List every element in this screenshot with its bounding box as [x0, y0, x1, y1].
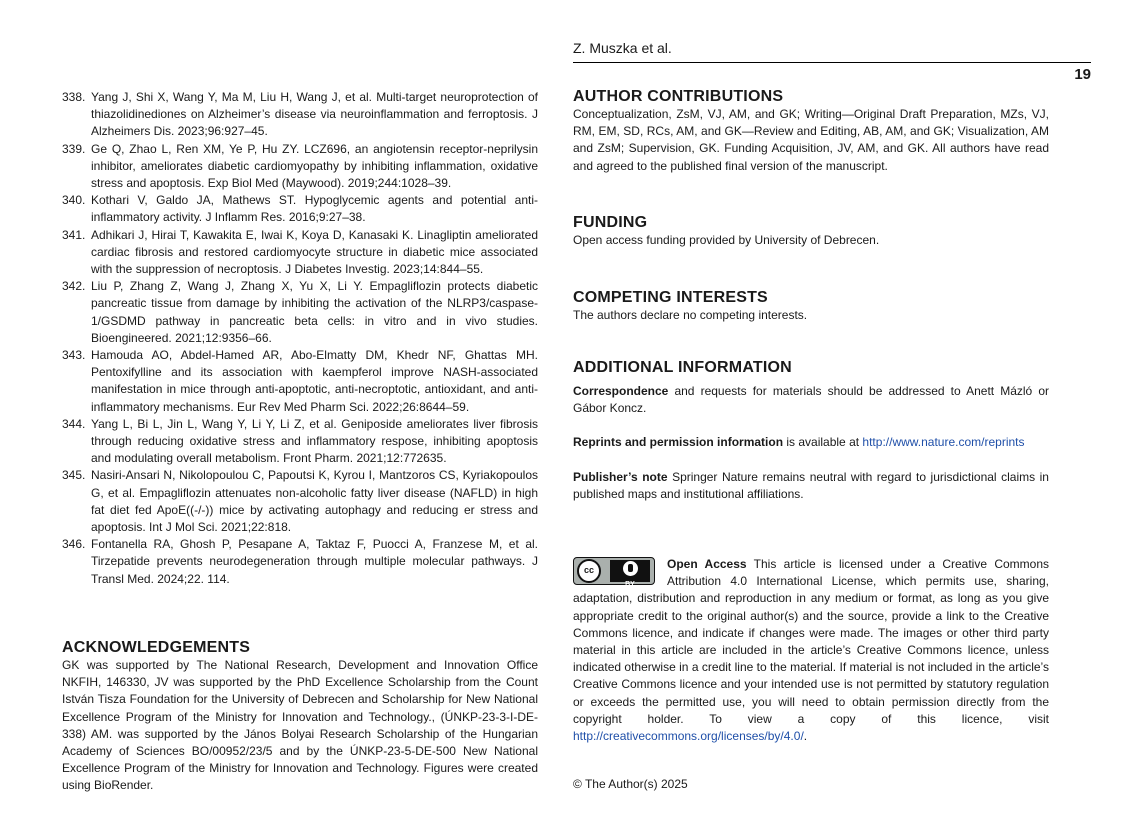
- reference-number: 346.: [62, 537, 86, 552]
- license-link[interactable]: http://creativecommons.org/licenses/by/4.0/: [573, 729, 804, 744]
- open-access-section: [573, 556, 1049, 745]
- reference-number: 343.: [62, 348, 86, 363]
- reference-text: Ge Q, Zhao L, Ren XM, Ye P, Hu ZY. LCZ696, an angiotensin receptor-neprilysin inhibitor, ameliorates diabetic cardiomyopathy by inhibiting inflammation, oxidative stress and apoptosis. Exp Biol Med (Maywood). 2019;244:1028–39.: [91, 141, 538, 191]
- funding-text: Open access funding provided by University of Debrecen.: [573, 233, 880, 247]
- reference-text: Adhikari J, Hirai T, Kawakita E, Iwai K, Koya D, Kanasaki K. Linagliptin ameliorated cardiac fibrosis and restored cardiomyocyte structure in diabetic mice associated with the suppression of necroptosis. J Diabetes Investig. 2023;14:844–55.: [91, 227, 538, 277]
- acknowledgements-section: [62, 638, 538, 795]
- publisher-note-text: Springer Nature remains neutral with regard to jurisdictional claims in published maps and institutional affiliations.: [573, 469, 1049, 501]
- reference-number: 339.: [62, 141, 86, 156]
- reference-text: Kothari V, Galdo JA, Mathews ST. Hypoglycemic agents and potential anti-inflammatory activity. J Inflamm Res. 2016;9:27–38.: [91, 193, 538, 225]
- reference-item: [62, 347, 538, 416]
- open-access-paragraph: [573, 556, 1049, 745]
- reference-number: 344.: [62, 416, 86, 431]
- author-contributions-text: Conceptualization, ZsM, VJ, AM, and GK; Writing—Original Draft Preparation, MZs, VJ, RM, EM, SD, RCs, AM, and GK—Review and Editing, AB, AM, and GK; Visualization, AM and ZsM; Supervision, GK. Funding Acquisition, JV, AM, and GK. All authors have read and agreed to the published final version of the manuscript.: [573, 107, 1049, 173]
- reference-number: 338.: [62, 90, 86, 104]
- copyright-line: © The Author(s) 2025: [573, 777, 688, 791]
- acknowledgements-text: GK was supported by The National Research, Development and Innovation Office NKFIH, 146330, JV was supported by the PhD Excellence Scholarship from the Count István Tisza Foundation for the University of Debrecen and Scholarship for New National Excellence Program of the Ministry for Innovation and Technology., (ÚNKP-23-3-I-DE-338) AM. was supported by the János Bolyai Research Scholarship of the Hungarian Academy of Sciences BO/00952/23/5 and by the ÚNKP-23-5-DE-500 New National Excellence Program of the Ministry for Innovation and Technology. Figures were created using BioRender.: [62, 658, 538, 793]
- competing-interests-text: The authors declare no competing interests.: [573, 308, 808, 322]
- reference-list: [62, 89, 538, 588]
- correspondence-label: Correspondence: [573, 384, 669, 398]
- reprints-paragraph: [573, 434, 1049, 451]
- additional-information-section: [573, 358, 1049, 503]
- header-rule: [573, 62, 1091, 63]
- open-access-label: Open Access: [667, 557, 747, 571]
- funding-heading: FUNDING: [573, 214, 648, 231]
- publisher-note-label: Publisher’s note: [573, 469, 668, 484]
- page-number: 19: [1074, 66, 1091, 83]
- funding-section: [573, 213, 1049, 249]
- reference-item: [62, 467, 538, 536]
- reference-item: [62, 278, 538, 347]
- reference-text: Hamouda AO, Abdel-Hamed AR, Abo-Elmatty DM, Khedr NF, Ghattas MH. Pentoxifylline and its association with kaempferol improve NASH-associated manifestation in mice through anti-apoptotic, anti-necroptotic, antioxidant, and anti-inflammatory mechanisms. Eur Rev Med Pharm Sci. 2022;26:8644–59.: [91, 348, 538, 414]
- reference-item: [62, 536, 538, 588]
- cc-logo: cc: [577, 559, 601, 583]
- acknowledgements-heading: ACKNOWLEDGEMENTS: [62, 639, 251, 656]
- open-access-text: This article is licensed under a Creative Commons Attribution 4.0 International License, which permits use, sharing, adaptation, distribution and reproduction in any medium or format, as long as you give appropriate credit to the original author(s) and the source, provide a link to the Creative Commons licence, and indicate if changes were made. The images or other third party material in this article are included in the article’s Creative Commons licence, unless indicated otherwise in a credit line to the material. If material is not included in the article’s Creative Commons licence and your intended use is not permitted by statutory regulation or exceeds the permitted use, you will need to obtain permission directly from the copyright holder. To view a copy of this licence, visit: [573, 557, 1049, 726]
- author-contributions-heading: AUTHOR CONTRIBUTIONS: [573, 88, 784, 105]
- publisher-note-paragraph: [573, 469, 1049, 503]
- reprints-text: is available at: [783, 435, 863, 450]
- reference-item: [62, 141, 538, 193]
- reference-text: Yang J, Shi X, Wang Y, Ma M, Liu H, Wang J, et al. Multi-target neuroprotection of thiazolidinediones on Alzheimer’s disease via neuroinflammation and ferroptosis. J Alzheimers Dis. 2023;96:927–45.: [91, 90, 538, 139]
- additional-information-heading: ADDITIONAL INFORMATION: [573, 359, 792, 376]
- reference-text: Fontanella RA, Ghosh P, Pesapane A, Taktaz F, Puocci A, Franzese M, et al. Tirzepatide prevents neurodegeneration through multiple molecular pathways. J Transl Med. 2024;22. 114.: [91, 537, 538, 586]
- reference-item: [62, 416, 538, 468]
- by-attribution-block: [610, 560, 650, 588]
- reference-number: 341.: [62, 227, 86, 242]
- competing-interests-heading: COMPETING INTERESTS: [573, 289, 768, 306]
- open-access-end: .: [803, 729, 808, 744]
- running-header-author: Z. Muszka et al.: [573, 40, 672, 56]
- reference-number: 342.: [62, 279, 86, 294]
- reference-number: 340.: [62, 193, 86, 208]
- person-icon: [623, 561, 638, 576]
- reference-item: [62, 192, 538, 226]
- reprints-link[interactable]: http://www.nature.com/reprints: [862, 435, 1025, 450]
- correspondence-text: and requests for materials should be addressed to Anett Mázló or Gábor Koncz.: [573, 384, 1049, 416]
- author-contributions-section: [573, 87, 1049, 175]
- reference-text: Nasiri-Ansari N, Nikolopoulou C, Papoutsi K, Kyrou I, Mantzoros CS, Kyriakopoulos G, et al. Empagliflozin attenuates non-alcoholic fatty liver disease (NAFLD) in high fat diet fed ApoE((-/-)) mice by activating autophagy and reducing er stress and apoptosis. Int J Mol Sci. 2021;22:818.: [91, 468, 538, 535]
- reprints-label: Reprints and permission information: [573, 435, 784, 450]
- reference-text: Liu P, Zhang Z, Wang J, Zhang X, Yu X, Li Y. Empagliflozin protects diabetic pancreatic tissue from damage by inhibiting the activation of the NLRP3/caspase-1/GSDMD pathway in pancreatic beta cells: in vitro and in vivo studies. Bioengineered. 2021;12:9356–66.: [91, 279, 538, 345]
- reference-item: [62, 89, 538, 141]
- creative-commons-by-icon[interactable]: [573, 557, 655, 588]
- reference-number: 345.: [62, 468, 86, 483]
- correspondence-paragraph: [573, 383, 1049, 417]
- competing-interests-section: [573, 288, 1049, 324]
- by-label: BY: [625, 581, 635, 588]
- reference-text: Yang L, Bi L, Jin L, Wang Y, Li Y, Li Z, et al. Geniposide ameliorates liver fibrosis through reducing oxidative stress and inflammatory respose, inhibiting apoptosis and modulating overall metabolism. Front Pharm. 2021;12:772635.: [91, 416, 538, 466]
- reference-item: [62, 227, 538, 279]
